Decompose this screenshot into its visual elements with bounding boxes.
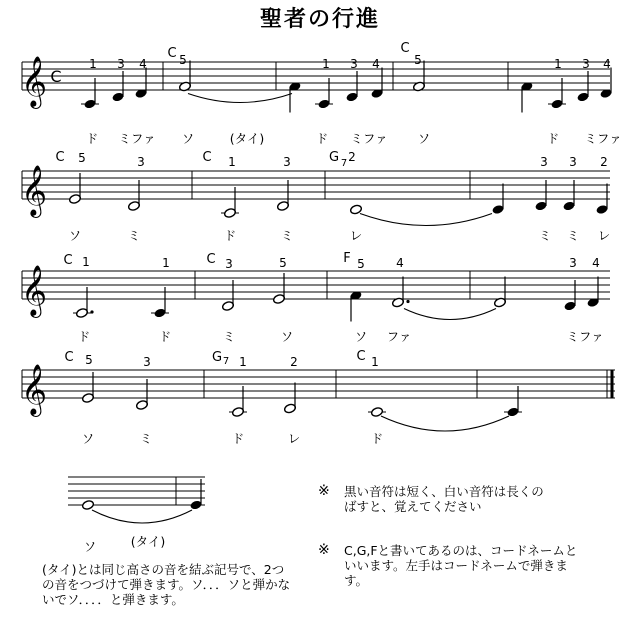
lyric-syllable: (タイ): [229, 131, 265, 146]
finger-number: 4: [603, 57, 611, 71]
lyric-syllable: ド: [85, 131, 99, 146]
treble-clef-icon: 𝄞: [20, 56, 48, 107]
chord-fingering: 1: [228, 155, 236, 169]
chord-fingering: 1: [82, 255, 90, 269]
finger-number: 2: [290, 355, 298, 369]
lyric-syllable: ミファ: [566, 329, 604, 344]
chord-fingering: 5: [414, 53, 422, 67]
finger-number: 4: [592, 256, 600, 270]
lyric-syllable: ド: [223, 228, 237, 243]
finger-number: 1: [554, 57, 562, 71]
lyric-syllable: ド: [370, 431, 384, 446]
tie-arc: [360, 214, 492, 226]
chord-name: C: [202, 150, 212, 165]
lyric-syllable: ソ: [68, 228, 82, 243]
lyric-syllable: ミ: [538, 228, 552, 243]
lyric-syllable: ミファ: [350, 131, 388, 146]
tie-example-note-label: ソ: [83, 539, 97, 554]
chord-name: C: [356, 349, 366, 364]
chord-fingering: 7: [222, 356, 230, 367]
note-mark: ※: [318, 483, 330, 499]
tie-example-tie-label: (タイ): [130, 534, 166, 549]
note-dot: [406, 300, 409, 303]
lyric-syllable: レ: [287, 431, 301, 446]
note-block-1: [318, 484, 548, 514]
lyric-syllable: ソ: [280, 329, 294, 344]
lyric-syllable: ソ: [354, 329, 368, 344]
lyric-syllable: ド: [315, 131, 329, 146]
lyric-syllable: ド: [546, 131, 560, 146]
finger-number: 1: [89, 57, 97, 71]
tie-arc: [188, 94, 292, 103]
finger-number: 1: [322, 57, 330, 71]
whole-note: [82, 500, 95, 511]
finger-number: 5: [279, 256, 287, 270]
chord-name: F: [343, 251, 351, 266]
finger-number: 4: [396, 256, 404, 270]
lyric-syllable: ミ: [222, 329, 236, 344]
lyric-syllable: ミ: [139, 431, 153, 446]
lyric-syllable: ミ: [127, 228, 141, 243]
note-mark: ※: [318, 542, 330, 558]
page-title: 聖者の行進: [259, 7, 380, 32]
finger-number: 3: [569, 155, 577, 169]
note-dot: [90, 310, 93, 313]
finger-number: 1: [162, 256, 170, 270]
finger-number: 3: [283, 155, 291, 169]
lyric-syllable: レ: [349, 228, 363, 243]
lyric-syllable: ド: [77, 329, 91, 344]
finger-number: 4: [372, 57, 380, 71]
chord-fingering: 5: [78, 151, 86, 165]
lyric-syllable: ソ: [417, 131, 431, 146]
finger-number: 3: [350, 57, 358, 71]
finger-number: 3: [117, 57, 125, 71]
chord-name: C: [64, 350, 74, 365]
finger-number: 3: [569, 256, 577, 270]
chord-fingering: 5: [357, 257, 365, 271]
chord-fingering: 1: [371, 355, 379, 369]
chord-fingering: 1: [239, 355, 247, 369]
note-block-2: [318, 543, 580, 588]
treble-clef-icon: 𝄞: [20, 165, 48, 216]
finger-number: 3: [582, 57, 590, 71]
lyric-syllable: ソ: [81, 431, 95, 446]
tie-explanation: (タイ)とは同じ高さの音を結ぶ記号で、2つの音をつづけて弾きます。ソ．．．ソと弾かないでソ．．．．と弾きます。: [42, 562, 291, 607]
chord-name: C: [400, 41, 410, 56]
chord-name: C: [167, 46, 177, 61]
tie-arc: [92, 510, 192, 523]
lyric-syllable: ミファ: [584, 131, 622, 146]
lyric-syllable: ド: [158, 329, 172, 344]
lyric-syllable: ド: [231, 431, 245, 446]
lyric-syllable: ソ: [181, 131, 195, 146]
tie-arc: [404, 309, 496, 320]
chord-fingering: 5: [85, 353, 93, 367]
treble-clef-icon: 𝄞: [20, 265, 48, 316]
finger-number: 3: [540, 155, 548, 169]
lyric-syllable: ミファ: [118, 131, 156, 146]
note-text: 黒い音符は短く、白い音符は長くのばすと、覚えてください: [344, 484, 544, 514]
finger-number: 3: [143, 355, 151, 369]
chord-name: C: [206, 252, 216, 267]
chord-fingering: 5: [179, 53, 187, 67]
chord-name: G: [211, 350, 223, 365]
lyric-syllable: ミ: [566, 228, 580, 243]
chord-name: C: [55, 150, 65, 165]
finger-number: 4: [139, 57, 147, 71]
lyric-syllable: ファ: [386, 329, 412, 344]
tie-arc: [381, 416, 509, 431]
finger-number: 3: [137, 155, 145, 169]
chord-name: C: [63, 253, 73, 268]
chord-fingering: 7: [340, 158, 348, 169]
note-text: C,G,Fと書いてあるのは、コードネームといいます。左手はコードネームで弾きます。: [344, 543, 578, 588]
chord-fingering: 3: [225, 257, 233, 271]
chord-fingering: 2: [348, 150, 356, 164]
common-time-icon: C: [50, 67, 62, 86]
lyric-syllable: ミ: [280, 228, 294, 243]
chord-name: G: [328, 150, 340, 165]
finger-number: 2: [600, 155, 608, 169]
lyric-syllable: レ: [597, 228, 611, 243]
treble-clef-icon: 𝄞: [20, 364, 48, 415]
